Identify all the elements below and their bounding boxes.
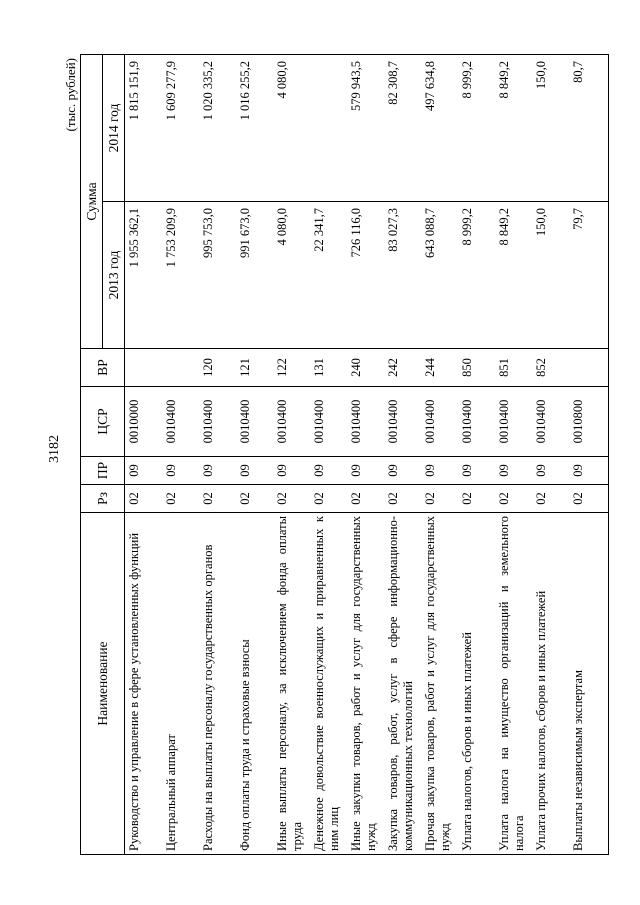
cell-2013: 1 753 209,9 [164, 202, 201, 349]
cell-rz: 02 [423, 485, 460, 513]
header-csr: ЦСР [81, 387, 125, 457]
table-row [571, 54, 609, 854]
cell-2013: 643 088,7 [423, 202, 460, 349]
cell-csr: 0010400 [497, 387, 534, 457]
cell-2013: 79,7 [571, 202, 609, 349]
cell-2013: 995 753,0 [201, 202, 238, 349]
cell-rz: 02 [201, 485, 238, 513]
table-row [460, 54, 497, 854]
cell-name: Фонд оплаты труда и страховые взносы [238, 513, 275, 855]
table-row [125, 54, 165, 854]
cell-name: Иные закупки товаров, работ и услуг для государственных нужд [349, 513, 386, 855]
cell-vr: 120 [201, 349, 238, 387]
table-row [423, 54, 460, 854]
table-row [534, 54, 571, 854]
cell-csr: 0010400 [201, 387, 238, 457]
cell-pr: 09 [125, 457, 165, 485]
cell-vr: 850 [460, 349, 497, 387]
header-2013: 2013 год [103, 202, 125, 349]
cell-rz: 02 [164, 485, 201, 513]
cell-rz: 02 [275, 485, 312, 513]
cell-vr: 244 [423, 349, 460, 387]
table-header [81, 54, 125, 854]
cell-rz: 02 [238, 485, 275, 513]
table-row [238, 54, 275, 854]
header-rz: Рз [81, 485, 125, 513]
cell-csr: 0010400 [386, 387, 423, 457]
cell-csr: 0010400 [349, 387, 386, 457]
cell-vr: 851 [497, 349, 534, 387]
cell-vr: 240 [349, 349, 386, 387]
cell-csr: 0010800 [571, 387, 609, 457]
cell-rz: 02 [386, 485, 423, 513]
cell-pr: 09 [349, 457, 386, 485]
cell-vr: 122 [275, 349, 312, 387]
header-vr: ВР [81, 349, 125, 387]
cell-csr: 0010000 [125, 387, 165, 457]
cell-pr: 09 [460, 457, 497, 485]
cell-csr: 0010400 [275, 387, 312, 457]
cell-2014: 1 016 255,2 [238, 54, 275, 201]
cell-pr: 09 [238, 457, 275, 485]
cell-pr: 09 [423, 457, 460, 485]
cell-csr: 0010400 [460, 387, 497, 457]
rotated-page-content [62, 55, 602, 855]
header-sum: Сумма [81, 54, 103, 348]
table-row [201, 54, 238, 854]
cell-2013: 150,0 [534, 202, 571, 349]
cell-2014: 82 308,7 [386, 54, 423, 201]
cell-name: Уплата прочих налогов, сборов и иных платежей [534, 513, 571, 855]
table-row [275, 54, 312, 854]
cell-csr: 0010400 [423, 387, 460, 457]
cell-rz: 02 [460, 485, 497, 513]
cell-pr: 09 [497, 457, 534, 485]
header-2014: 2014 год [103, 54, 125, 201]
table-row [164, 54, 201, 854]
cell-csr: 0010400 [312, 387, 349, 457]
cell-2014: 1 609 277,9 [164, 54, 201, 201]
cell-name: Уплата налогов, сборов и иных платежей [460, 513, 497, 855]
cell-pr: 09 [201, 457, 238, 485]
cell-pr: 09 [275, 457, 312, 485]
table-row [497, 54, 534, 854]
cell-name: Уплата налога на имущество организаций и земельного налога [497, 513, 534, 855]
cell-2013: 1 955 362,1 [125, 202, 165, 349]
cell-2014 [312, 54, 349, 201]
cell-rz: 02 [349, 485, 386, 513]
units-label: (тыс. рублей) [63, 58, 78, 132]
header-pr: ПР [81, 457, 125, 485]
table-row [312, 54, 349, 854]
cell-2014: 1 020 335,2 [201, 54, 238, 201]
cell-csr: 0010400 [238, 387, 275, 457]
page-number: 3182 [47, 435, 62, 463]
cell-name: Руководство и управление в сфере установленных функций [125, 513, 165, 855]
table-row [349, 54, 386, 854]
budget-table [80, 54, 609, 855]
cell-2013: 991 673,0 [238, 202, 275, 349]
cell-vr [571, 349, 609, 387]
cell-name: Закупка товаров, работ, услуг в сфере информационно-коммуникационных технологий [386, 513, 423, 855]
cell-vr: 852 [534, 349, 571, 387]
cell-2014: 579 943,5 [349, 54, 386, 201]
cell-pr: 09 [534, 457, 571, 485]
cell-2013: 22 341,7 [312, 202, 349, 349]
cell-vr [125, 349, 165, 387]
cell-rz: 02 [571, 485, 609, 513]
header-name: Наименование [81, 513, 125, 855]
cell-2014: 8 999,2 [460, 54, 497, 201]
cell-rz: 02 [125, 485, 165, 513]
cell-vr: 242 [386, 349, 423, 387]
cell-name: Центральный аппарат [164, 513, 201, 855]
cell-2013: 4 080,0 [275, 202, 312, 349]
cell-rz: 02 [497, 485, 534, 513]
table-body [125, 54, 609, 854]
cell-2014: 8 849,2 [497, 54, 534, 201]
cell-2013: 8 849,2 [497, 202, 534, 349]
cell-vr [164, 349, 201, 387]
cell-name: Выплаты независимым экспертам [571, 513, 609, 855]
table-row [386, 54, 423, 854]
cell-2013: 8 999,2 [460, 202, 497, 349]
cell-2014: 4 080,0 [275, 54, 312, 201]
cell-2014: 497 634,8 [423, 54, 460, 201]
cell-rz: 02 [534, 485, 571, 513]
cell-csr: 0010400 [164, 387, 201, 457]
cell-name: Денежное довольствие военнослужащих и приравненных к ним лиц [312, 513, 349, 855]
cell-2013: 726 116,0 [349, 202, 386, 349]
cell-pr: 09 [571, 457, 609, 485]
cell-rz: 02 [312, 485, 349, 513]
cell-2014: 80,7 [571, 54, 609, 201]
cell-vr: 131 [312, 349, 349, 387]
cell-name: Расходы на выплаты персоналу государственных органов [201, 513, 238, 855]
cell-pr: 09 [386, 457, 423, 485]
cell-name: Иные выплаты персоналу, за исключением фонда оплаты труда [275, 513, 312, 855]
cell-pr: 09 [312, 457, 349, 485]
cell-csr: 0010400 [534, 387, 571, 457]
cell-pr: 09 [164, 457, 201, 485]
cell-2014: 150,0 [534, 54, 571, 201]
cell-2013: 83 027,3 [386, 202, 423, 349]
cell-name: Прочая закупка товаров, работ и услуг для государственных нужд [423, 513, 460, 855]
cell-vr: 121 [238, 349, 275, 387]
cell-2014: 1 815 151,9 [125, 54, 165, 201]
